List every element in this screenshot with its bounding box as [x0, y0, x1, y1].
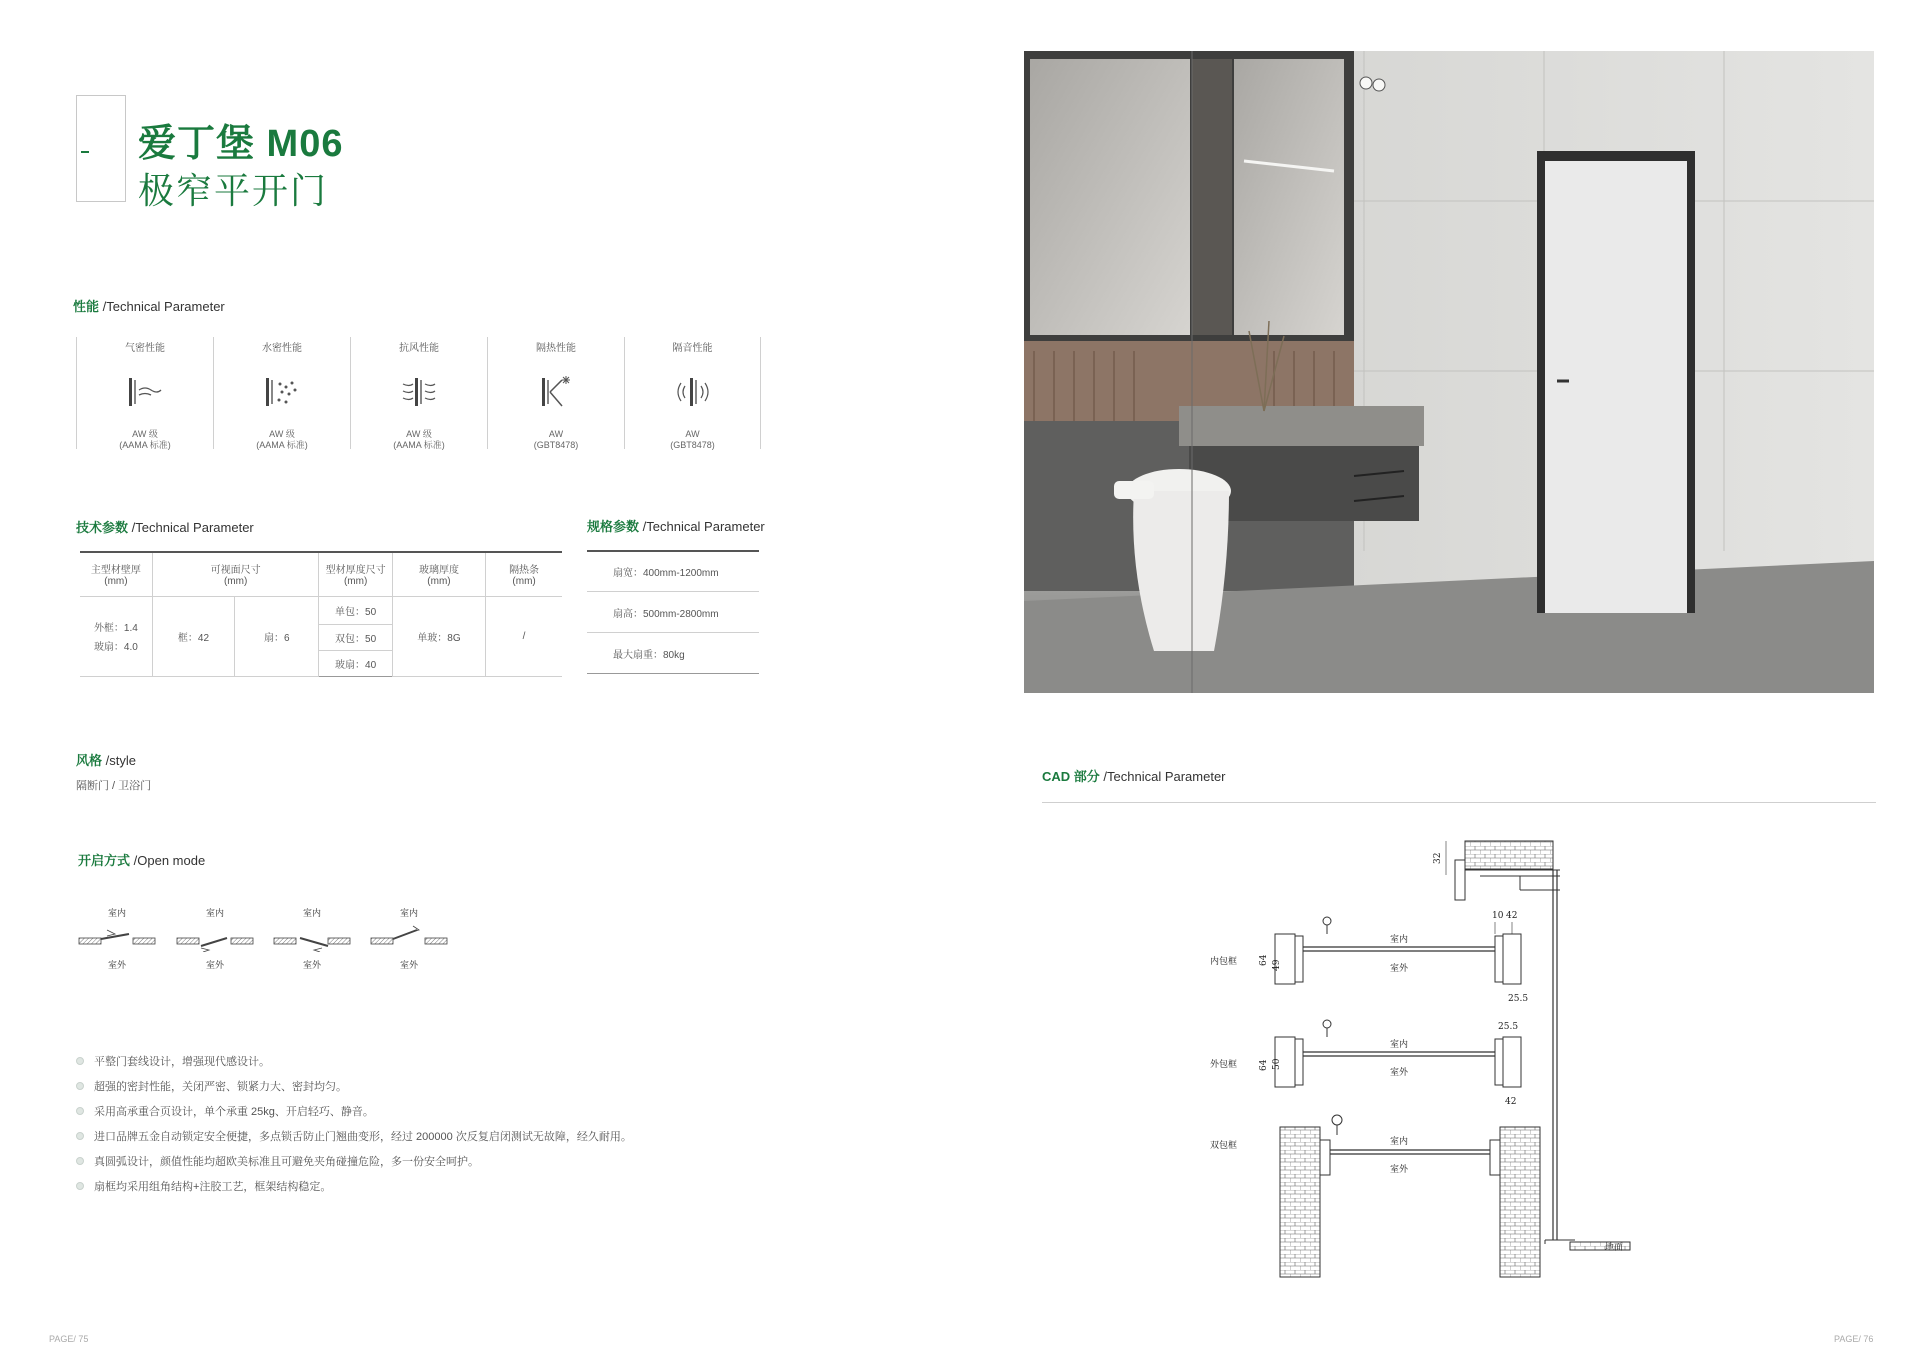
performance-standard: (AAMA 标准)	[119, 440, 171, 450]
open-mode-diagram	[77, 906, 157, 972]
table-header: 可视面尺寸 (mm)	[152, 552, 319, 596]
dim-50: 50	[1272, 1058, 1282, 1070]
door-swing-icon	[77, 924, 157, 952]
bullet-icon	[76, 1132, 84, 1140]
outside-label: 室外	[205, 960, 224, 970]
inside-label: 室内	[1390, 1136, 1409, 1146]
bullet-icon	[76, 1157, 84, 1165]
spec-params-table	[587, 550, 759, 674]
style-value: 隔断门 / 卫浴门	[76, 780, 152, 792]
performance-row	[76, 337, 772, 449]
performance-value: AW 级	[132, 429, 158, 439]
page-number-right: PAGE/ 76	[1834, 1334, 1874, 1344]
heat-insulation-icon	[536, 372, 576, 412]
open-mode-diagram	[369, 906, 449, 972]
table-row: 扇宽：400mm-1200mm	[587, 550, 759, 592]
list-item: 平整门套线设计，增强现代感设计。	[76, 1048, 632, 1073]
table-cell: 双包：50	[319, 624, 392, 650]
dim-64-b: 64	[1259, 1059, 1269, 1071]
performance-label: 气密性能	[125, 343, 165, 354]
table-header: 玻璃厚度 (mm)	[392, 552, 485, 596]
table-cell: 扇：6	[235, 596, 319, 676]
style-header: 风格 /style	[76, 753, 136, 768]
performance-standard: (GBT8478)	[670, 440, 715, 450]
performance-value: AW 级	[269, 429, 295, 439]
performance-item	[624, 337, 761, 449]
table-header: 主型材壁厚 (mm)	[80, 552, 152, 596]
performance-item	[76, 337, 213, 449]
performance-label: 水密性能	[262, 343, 302, 354]
performance-value: AW 级	[406, 429, 432, 439]
table-cell: 框：42	[152, 596, 234, 676]
performance-item	[350, 337, 487, 449]
list-item: 扇框均采用组角结构+注胶工艺，框架结构稳定。	[76, 1173, 632, 1198]
floor-label: 地面	[1605, 1242, 1624, 1252]
dim-42: 42	[1506, 911, 1518, 921]
table-cell: 单玻：8G	[392, 596, 485, 676]
dim-25-5-b: 25.5	[1498, 1022, 1519, 1032]
bullet-icon	[76, 1107, 84, 1115]
performance-item	[213, 337, 350, 449]
feature-list	[76, 1048, 632, 1198]
outer-frame-label: 外包框	[1210, 1059, 1238, 1069]
outside-label: 室外	[302, 960, 321, 970]
table-row: 扇高：500mm-2800mm	[587, 592, 759, 633]
outside-label: 室外	[1390, 1067, 1409, 1077]
tech-params-header: 技术参数 /Technical Parameter	[76, 520, 254, 535]
performance-standard: (GBT8478)	[533, 440, 579, 450]
dim-42-b: 42	[1505, 1097, 1517, 1107]
inside-label: 室内	[205, 908, 224, 918]
dim-49: 49	[1272, 959, 1282, 971]
product-subtitle: 极窄平开门	[138, 170, 329, 211]
dim-32: 32	[1433, 852, 1443, 864]
performance-standard: (AAMA 标准)	[256, 440, 308, 450]
inside-label: 室内	[107, 908, 126, 918]
cad-divider	[1042, 802, 1876, 803]
bullet-icon	[76, 1182, 84, 1190]
cad-header: CAD 部分 /Technical Parameter	[1042, 769, 1226, 784]
performance-value: AW	[548, 429, 564, 439]
inner-frame-label: 内包框	[1210, 956, 1238, 966]
table-row: 最大扇重：80kg	[587, 633, 759, 674]
open-mode-diagram	[175, 906, 255, 972]
dim-64: 64	[1259, 954, 1269, 966]
title-frame	[76, 95, 126, 202]
wind-resistance-icon	[399, 372, 439, 412]
inside-label: 室内	[1390, 1039, 1409, 1049]
inside-label: 室内	[1390, 934, 1409, 944]
outside-label: 室外	[107, 960, 126, 970]
tech-params-table	[80, 551, 562, 677]
list-item: 真圆弧设计，颜值性能均超欧美标准且可避免夹角碰撞危险，多一份安全呵护。	[76, 1148, 632, 1173]
dim-25-5: 25.5	[1508, 994, 1529, 1004]
list-item: 超强的密封性能，关闭严密、锁紧力大、密封均匀。	[76, 1073, 632, 1098]
table-cell: /	[486, 596, 562, 676]
table-header: 型材厚度尺寸 (mm)	[319, 552, 392, 596]
performance-item	[487, 337, 624, 449]
page-number-left: PAGE/ 75	[49, 1334, 89, 1344]
table-cell: 单包：50	[319, 596, 392, 624]
product-name: 爱丁堡 M06	[138, 123, 344, 165]
table-header: 隔热条 (mm)	[486, 552, 562, 596]
air-tight-icon	[125, 372, 165, 412]
open-mode-diagram	[272, 906, 352, 972]
list-item: 采用高承重合页设计，单个承重 25kg、开启轻巧、静音。	[76, 1098, 632, 1123]
performance-header: 性能 /Technical Parameter	[73, 299, 225, 314]
table-cell: 外框：1.4 玻扇：4.0	[80, 596, 152, 676]
open-mode-header: 开启方式 /Open mode	[78, 853, 206, 868]
performance-value: AW	[685, 429, 700, 439]
performance-label: 抗风性能	[399, 343, 439, 354]
inside-label: 室内	[399, 908, 418, 918]
outside-label: 室外	[1390, 963, 1409, 973]
bullet-icon	[76, 1057, 84, 1065]
sound-insulation-icon	[673, 372, 713, 412]
double-frame-label: 双包框	[1210, 1140, 1238, 1150]
cad-drawing	[1200, 830, 1640, 1300]
spec-params-header: 规格参数 /Technical Parameter	[587, 519, 765, 534]
door-swing-icon	[175, 924, 255, 952]
dim-10: 10	[1492, 911, 1504, 921]
outside-label: 室外	[1390, 1164, 1409, 1174]
table-cell: 玻扇：40	[319, 650, 392, 676]
outside-label: 室外	[399, 960, 418, 970]
bullet-icon	[76, 1082, 84, 1090]
title-accent	[81, 151, 89, 153]
performance-label: 隔音性能	[672, 343, 713, 354]
performance-label: 隔热性能	[536, 343, 576, 354]
door-swing-icon	[272, 924, 352, 952]
water-tight-icon	[262, 372, 302, 412]
list-item: 进口品牌五金自动锁定安全便捷，多点锁舌防止门翘曲变形，经过 200000 次反复启闭测试无故障，经久耐用。	[76, 1123, 632, 1148]
bathroom-photo	[1024, 51, 1874, 693]
performance-standard: (AAMA 标准)	[393, 440, 445, 450]
door-swing-icon	[369, 924, 449, 952]
inside-label: 室内	[302, 908, 321, 918]
